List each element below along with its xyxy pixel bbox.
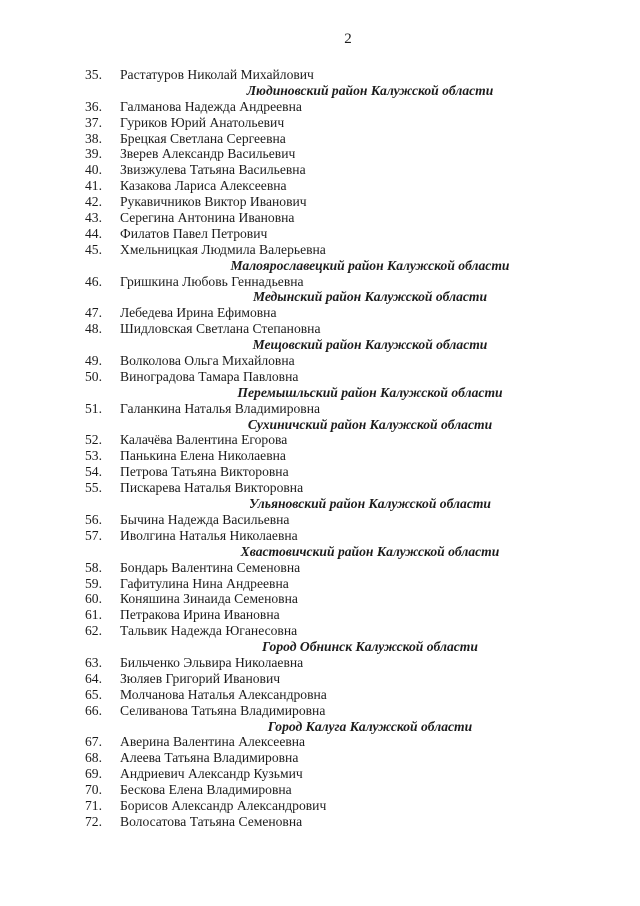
list-item [0,353,640,369]
item-number: 38. [85,130,102,146]
person-name: Филатов Павел Петрович [120,225,268,241]
item-number: 37. [85,114,102,130]
district-heading: Людиновский район Калужской области [246,82,494,98]
district-heading: Медынский район Калужской области [252,289,488,305]
item-number: 53. [85,448,102,464]
item-number: 72. [85,813,102,829]
item-number: 66. [85,702,102,718]
list-item [0,480,640,496]
person-name: Андриевич Александр Кузьмич [120,766,303,782]
person-name: Зюляев Григорий Иванович [120,670,281,686]
district-heading: Перемышльский район Калужской области [237,384,503,400]
person-name: Иволгина Наталья Николаевна [120,527,298,543]
list-item [0,99,640,115]
district-heading: Сухиничский район Калужской области [247,416,493,432]
list-item [0,655,640,671]
item-number: 41. [85,178,102,194]
list-item [0,607,640,623]
district-heading: Хвастовичский район Калужской области [240,543,500,559]
person-name: Бондарь Валентина Семеновна [120,559,301,575]
item-number: 70. [85,782,102,798]
item-number: 56. [85,511,102,527]
list-item [0,401,640,417]
person-name: Зверев Александр Васильевич [120,146,296,162]
district-heading-row [0,417,640,433]
person-name: Серегина Антонина Ивановна [120,210,295,226]
list-item [0,369,640,385]
item-number: 64. [85,670,102,686]
item-number: 62. [85,623,102,639]
item-number: 65. [85,686,102,702]
district-heading-row [0,544,640,560]
list-item [0,321,640,337]
item-number: 60. [85,591,102,607]
list-item [0,734,640,750]
person-name: Галманова Надежда Андреевна [120,98,302,114]
list-item [0,274,640,290]
list-item [0,178,640,194]
person-name: Казакова Лариса Алексеевна [120,178,287,194]
list-item [0,226,640,242]
person-name: Молчанова Наталья Александровна [120,686,327,702]
item-number: 48. [85,321,102,337]
list-item [0,131,640,147]
district-heading: Ульяновский район Калужской области [248,496,491,512]
person-name: Галанкина Наталья Владимировна [120,400,321,416]
item-number: 46. [85,273,102,289]
list-item [0,512,640,528]
list-item [0,591,640,607]
person-name: Аверина Валентина Алексеевна [120,734,306,750]
district-heading-row [0,258,640,274]
person-name: Бильченко Эльвира Николаевна [120,654,304,670]
list-item [0,560,640,576]
list-item [0,162,640,178]
person-name: Бычина Надежда Васильевна [120,511,290,527]
person-name: Рукавичников Виктор Иванович [120,194,307,210]
item-number: 55. [85,480,102,496]
person-name: Гуриков Юрий Анатольевич [120,114,285,130]
item-number: 54. [85,464,102,480]
district-heading-row [0,719,640,735]
district-heading: Мещовский район Калужской области [252,337,488,353]
list-item [0,210,640,226]
item-number: 61. [85,607,102,623]
names-list [0,67,640,830]
person-name: Селиванова Татьяна Владимировна [120,702,326,718]
item-number: 63. [85,654,102,670]
item-number: 49. [85,353,102,369]
person-name: Бескова Елена Владимировна [120,782,292,798]
list-item [0,464,640,480]
district-heading: Город Обнинск Калужской области [262,639,478,655]
list-item [0,671,640,687]
item-number: 42. [85,194,102,210]
person-name: Коняшина Зинаида Семеновна [120,591,298,607]
district-heading-row [0,83,640,99]
list-item [0,528,640,544]
person-name: Калачёва Валентина Егорова [120,432,288,448]
person-name: Шидловская Светлана Степановна [120,321,321,337]
item-number: 36. [85,98,102,114]
district-heading-row [0,289,640,305]
district-heading: Город Калуга Калужской области [267,718,473,734]
list-item [0,448,640,464]
list-item [0,687,640,703]
item-number: 68. [85,750,102,766]
district-heading-row [0,639,640,655]
item-number: 40. [85,162,102,178]
person-name: Растатуров Николай Михайлович [120,67,314,82]
person-name: Тальвик Надежда Юганесовна [120,623,298,639]
person-name: Гафитулина Нина Андреевна [120,575,289,591]
item-number: 59. [85,575,102,591]
item-number: 69. [85,766,102,782]
district-heading-row [0,496,640,512]
item-number: 47. [85,305,102,321]
person-name: Петрова Татьяна Викторовна [120,464,289,480]
list-item [0,115,640,131]
list-item [0,623,640,639]
item-number: 58. [85,559,102,575]
person-name: Хмельницкая Людмила Валерьевна [120,241,326,257]
person-name: Гришкина Любовь Геннадьевна [120,273,304,289]
page-number: 2 [344,31,352,47]
list-item [0,814,640,830]
district-heading: Малоярославецкий район Калужской области [230,257,510,273]
item-number: 45. [85,241,102,257]
item-number: 51. [85,400,102,416]
person-name: Алеева Татьяна Владимировна [120,750,299,766]
person-name: Лебедева Ирина Ефимовна [120,305,277,321]
list-item [0,798,640,814]
item-number: 35. [85,67,102,82]
item-number: 39. [85,146,102,162]
person-name: Звизжулева Татьяна Васильевна [120,162,306,178]
person-name: Пискарева Наталья Викторовна [120,480,304,496]
item-number: 52. [85,432,102,448]
person-name: Панькина Елена Николаевна [120,448,286,464]
item-number: 44. [85,225,102,241]
item-number: 50. [85,368,102,384]
item-number: 67. [85,734,102,750]
person-name: Волколова Ольга Михайловна [120,353,295,369]
list-item [0,146,640,162]
item-number: 43. [85,210,102,226]
list-item [0,576,640,592]
list-item [0,766,640,782]
person-name: Борисов Александр Александрович [120,797,327,813]
district-heading-row [0,385,640,401]
list-item [0,305,640,321]
list-item [0,750,640,766]
list-item [0,242,640,258]
person-name: Виноградова Тамара Павловна [120,368,299,384]
list-item [0,782,640,798]
item-number: 71. [85,797,102,813]
district-heading-row [0,337,640,353]
list-item [0,194,640,210]
person-name: Волосатова Татьяна Семеновна [120,813,303,829]
person-name: Петракова Ирина Ивановна [120,607,280,623]
item-number: 57. [85,527,102,543]
list-item [0,432,640,448]
list-item [0,67,640,83]
person-name: Брецкая Светлана Сергеевна [120,130,286,146]
list-item [0,703,640,719]
